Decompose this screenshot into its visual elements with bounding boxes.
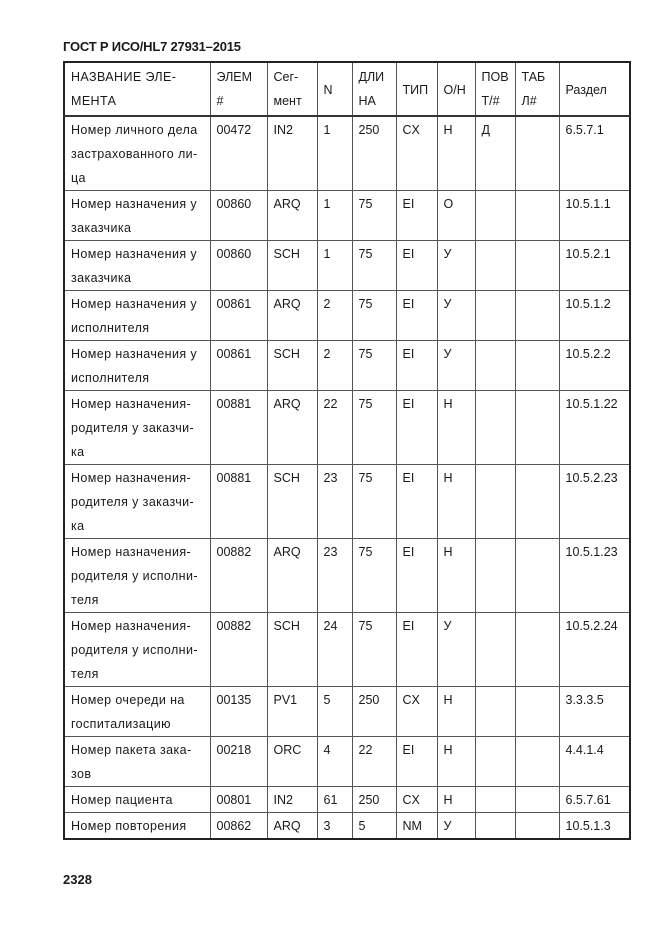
table-row: [64, 116, 630, 191]
cell-opt: Н: [437, 116, 475, 191]
cell-segment: ARQ: [267, 191, 317, 241]
cell-opt: У: [437, 241, 475, 291]
cell-type: CX: [396, 787, 437, 813]
cell-section: 10.5.2.24: [559, 613, 630, 687]
col-header-length: ДЛИ НА: [352, 62, 396, 116]
cell-length: 75: [352, 613, 396, 687]
cell-elem: 00861: [210, 291, 267, 341]
cell-length: 75: [352, 391, 396, 465]
col-header-section: Раздел: [559, 62, 630, 116]
cell-name: Номер назначения-родителя у исполни-теля: [64, 539, 210, 613]
cell-elem: 00881: [210, 465, 267, 539]
cell-elem: 00881: [210, 391, 267, 465]
cell-rep: [475, 391, 515, 465]
cell-name: Номер повторения: [64, 813, 210, 840]
cell-elem: 00860: [210, 191, 267, 241]
cell-rep: [475, 291, 515, 341]
cell-n: 24: [317, 613, 352, 687]
cell-name: Номер назначения у исполнителя: [64, 341, 210, 391]
cell-elem: 00218: [210, 737, 267, 787]
cell-opt: Н: [437, 391, 475, 465]
cell-name: Номер назначения у заказчика: [64, 241, 210, 291]
cell-type: EI: [396, 737, 437, 787]
cell-name: Номер личного дела застрахованного ли-ца: [64, 116, 210, 191]
cell-opt: Н: [437, 465, 475, 539]
col-header-elem: ЭЛЕМ #: [210, 62, 267, 116]
cell-n: 4: [317, 737, 352, 787]
col-header-segment: Сег-мент: [267, 62, 317, 116]
cell-type: EI: [396, 613, 437, 687]
cell-elem: 00862: [210, 813, 267, 840]
cell-rep: [475, 241, 515, 291]
cell-type: EI: [396, 465, 437, 539]
cell-name: Номер очереди на госпитализацию: [64, 687, 210, 737]
cell-opt: У: [437, 613, 475, 687]
cell-n: 2: [317, 341, 352, 391]
cell-name: Номер пакета зака-зов: [64, 737, 210, 787]
cell-name: Номер назначения у заказчика: [64, 191, 210, 241]
cell-table: [515, 241, 559, 291]
cell-section: 10.5.2.2: [559, 341, 630, 391]
cell-length: 5: [352, 813, 396, 840]
cell-elem: 00860: [210, 241, 267, 291]
data-elements-table: [63, 61, 631, 840]
cell-length: 75: [352, 465, 396, 539]
cell-table: [515, 116, 559, 191]
cell-rep: [475, 341, 515, 391]
cell-table: [515, 813, 559, 840]
cell-section: 10.5.1.1: [559, 191, 630, 241]
cell-segment: SCH: [267, 341, 317, 391]
table-row: [64, 787, 630, 813]
cell-type: CX: [396, 116, 437, 191]
col-header-opt: О/Н: [437, 62, 475, 116]
cell-type: EI: [396, 391, 437, 465]
cell-section: 3.3.3.5: [559, 687, 630, 737]
cell-table: [515, 341, 559, 391]
cell-table: [515, 291, 559, 341]
cell-n: 1: [317, 241, 352, 291]
cell-segment: ARQ: [267, 539, 317, 613]
cell-rep: [475, 191, 515, 241]
cell-elem: 00882: [210, 613, 267, 687]
table-row: [64, 391, 630, 465]
cell-n: 23: [317, 465, 352, 539]
cell-elem: 00472: [210, 116, 267, 191]
cell-n: 1: [317, 116, 352, 191]
cell-name: Номер назначения-родителя у исполни-теля: [64, 613, 210, 687]
cell-elem: 00861: [210, 341, 267, 391]
cell-rep: [475, 813, 515, 840]
table-row: [64, 291, 630, 341]
cell-section: 10.5.1.2: [559, 291, 630, 341]
cell-section: 10.5.1.3: [559, 813, 630, 840]
cell-n: 2: [317, 291, 352, 341]
cell-segment: IN2: [267, 116, 317, 191]
cell-section: 10.5.2.23: [559, 465, 630, 539]
cell-section: 4.4.1.4: [559, 737, 630, 787]
cell-section: 6.5.7.61: [559, 787, 630, 813]
cell-length: 250: [352, 787, 396, 813]
cell-length: 75: [352, 341, 396, 391]
table-header-row: [64, 62, 630, 116]
cell-elem: 00882: [210, 539, 267, 613]
cell-section: 10.5.2.1: [559, 241, 630, 291]
table-row: [64, 687, 630, 737]
cell-opt: У: [437, 291, 475, 341]
cell-length: 75: [352, 539, 396, 613]
cell-segment: PV1: [267, 687, 317, 737]
cell-length: 75: [352, 191, 396, 241]
cell-table: [515, 613, 559, 687]
cell-opt: Н: [437, 737, 475, 787]
cell-elem: 00135: [210, 687, 267, 737]
cell-rep: [475, 737, 515, 787]
cell-type: EI: [396, 539, 437, 613]
cell-opt: У: [437, 813, 475, 840]
col-header-n: N: [317, 62, 352, 116]
cell-length: 250: [352, 116, 396, 191]
cell-n: 3: [317, 813, 352, 840]
cell-section: 10.5.1.22: [559, 391, 630, 465]
cell-name: Номер пациента: [64, 787, 210, 813]
cell-segment: SCH: [267, 613, 317, 687]
page-number: 2328: [63, 872, 92, 887]
cell-segment: SCH: [267, 465, 317, 539]
cell-segment: ARQ: [267, 813, 317, 840]
table-row: [64, 191, 630, 241]
cell-type: EI: [396, 241, 437, 291]
cell-segment: ARQ: [267, 391, 317, 465]
cell-n: 1: [317, 191, 352, 241]
cell-rep: Д: [475, 116, 515, 191]
cell-table: [515, 787, 559, 813]
cell-type: EI: [396, 191, 437, 241]
table-row: [64, 465, 630, 539]
cell-opt: Н: [437, 687, 475, 737]
cell-section: 6.5.7.1: [559, 116, 630, 191]
table-row: [64, 241, 630, 291]
cell-rep: [475, 687, 515, 737]
cell-length: 75: [352, 241, 396, 291]
col-header-rep: ПОВ Т/#: [475, 62, 515, 116]
table-row: [64, 613, 630, 687]
cell-table: [515, 687, 559, 737]
cell-name: Номер назначения у исполнителя: [64, 291, 210, 341]
document-header: ГОСТ Р ИСО/HL7 27931–2015: [63, 39, 241, 54]
cell-n: 61: [317, 787, 352, 813]
cell-segment: IN2: [267, 787, 317, 813]
cell-n: 22: [317, 391, 352, 465]
cell-name: Номер назначения-родителя у заказчи-ка: [64, 465, 210, 539]
cell-rep: [475, 787, 515, 813]
cell-table: [515, 391, 559, 465]
cell-section: 10.5.1.23: [559, 539, 630, 613]
cell-length: 22: [352, 737, 396, 787]
cell-type: NM: [396, 813, 437, 840]
table-row: [64, 341, 630, 391]
cell-segment: ORC: [267, 737, 317, 787]
cell-n: 23: [317, 539, 352, 613]
cell-length: 75: [352, 291, 396, 341]
table-row: [64, 539, 630, 613]
col-header-name: НАЗВАНИЕ ЭЛЕ-МЕНТА: [64, 62, 210, 116]
cell-elem: 00801: [210, 787, 267, 813]
table-row: [64, 813, 630, 840]
cell-opt: О: [437, 191, 475, 241]
cell-name: Номер назначения-родителя у заказчи-ка: [64, 391, 210, 465]
cell-rep: [475, 539, 515, 613]
col-header-table: ТАБ Л#: [515, 62, 559, 116]
cell-opt: У: [437, 341, 475, 391]
cell-type: EI: [396, 291, 437, 341]
cell-rep: [475, 465, 515, 539]
cell-table: [515, 539, 559, 613]
col-header-type: ТИП: [396, 62, 437, 116]
cell-table: [515, 191, 559, 241]
cell-opt: Н: [437, 787, 475, 813]
cell-length: 250: [352, 687, 396, 737]
cell-table: [515, 737, 559, 787]
cell-type: EI: [396, 341, 437, 391]
cell-opt: Н: [437, 539, 475, 613]
cell-segment: ARQ: [267, 291, 317, 341]
cell-type: CX: [396, 687, 437, 737]
cell-segment: SCH: [267, 241, 317, 291]
cell-table: [515, 465, 559, 539]
table-row: [64, 737, 630, 787]
cell-rep: [475, 613, 515, 687]
cell-n: 5: [317, 687, 352, 737]
